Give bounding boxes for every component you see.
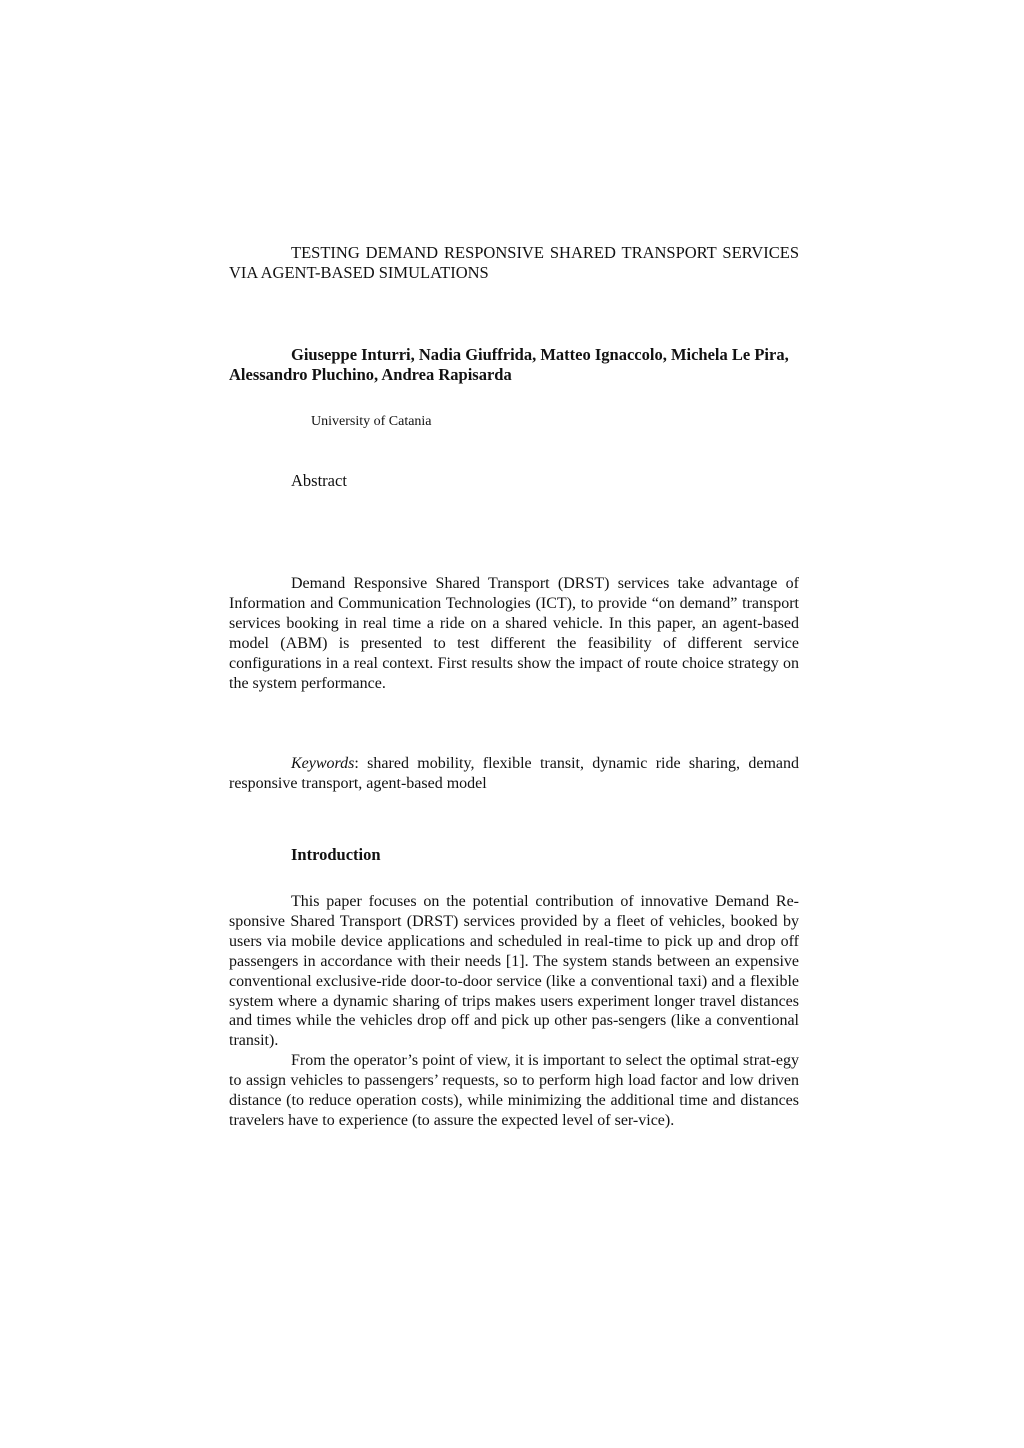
author-list: Giuseppe Inturri, Nadia Giuffrida, Matteo Ignaccolo, Michela Le Pira, Alessandro Pluchino, Andrea Rapisarda: [229, 345, 789, 384]
introduction-paragraph: This paper focuses on the potential contribution of innovative Demand Re-sponsive Shared Transport (DRST) services provided by a fleet of vehicles, booked by users via mobile device applications and scheduled in real-time to pick up and drop off passengers in accordance with their needs [1]. The system stands between an expensive conventional exclusive-ride door-to-door service (like a conventional taxi) and a flexible system where a dynamic sharing of trips makes users experiment longer travel distances and times while the vehicles drop off and pick up other pas-sengers (like a conventional transit).: [229, 893, 799, 1050]
paper-title: TESTING DEMAND RESPONSIVE SHARED TRANSPORT SERVICES VIA AGENT-BASED SIMULATIONS: [229, 243, 799, 282]
affiliation: University of Catania: [311, 414, 432, 429]
keywords: [229, 754, 799, 794]
keywords-label: Keywords: [291, 755, 355, 772]
introduction-paragraph: From the operator’s point of view, it is important to select the optimal strat-egy to assign vehicles to passengers’ requests, so to perform high load factor and low driven distance (to reduce operation costs), while minimizing the additional time and distances travelers have to experience (to assure the expected level of ser-vice).: [229, 1052, 799, 1129]
keywords-text: : shared mobility, flexible transit, dynamic ride sharing, demand responsive transport, agent-based model: [229, 755, 799, 792]
introduction-body: [229, 892, 799, 1131]
introduction-heading: Introduction: [291, 845, 381, 864]
abstract-text: Demand Responsive Shared Transport (DRST) services take advantage of Information and Communication Technologies (ICT), to provide “on demand” transport services booking in real time a ride on a shared vehicle. In this paper, an agent-based model (ABM) is presented to test different the feasibility of different service configurations in a real context. First results show the impact of route choice strategy on the system performance.: [229, 575, 799, 692]
abstract-heading: Abstract: [291, 471, 347, 490]
paper-page: [229, 0, 799, 1448]
